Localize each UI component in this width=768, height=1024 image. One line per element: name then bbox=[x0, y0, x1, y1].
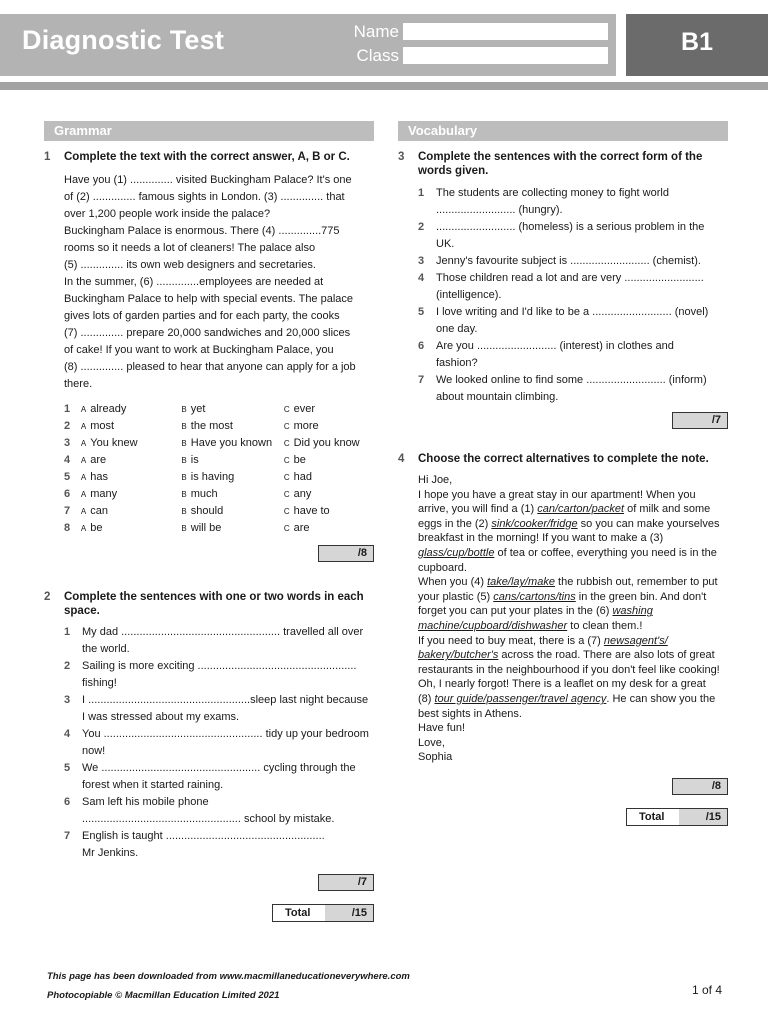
item-number: 7 bbox=[64, 830, 71, 842]
option-letter: A bbox=[80, 490, 87, 499]
total-box[interactable] bbox=[626, 808, 728, 826]
item-number: 4 bbox=[418, 272, 425, 284]
option-a[interactable] bbox=[81, 486, 182, 503]
note-greeting: Hi Joe, bbox=[418, 474, 453, 486]
gap-5-choices[interactable]: cans/cartons/tins bbox=[493, 590, 576, 603]
option-b[interactable] bbox=[181, 520, 283, 537]
option-a[interactable] bbox=[81, 435, 182, 452]
option-c[interactable] bbox=[284, 486, 374, 503]
item-line-1: I .....................................................sleep last night because bbox=[82, 694, 369, 706]
text-line: of (2) .............. famous sights in London. (3) .............. that bbox=[64, 191, 345, 203]
score-box[interactable]: /7 bbox=[318, 874, 374, 891]
option-letter: A bbox=[80, 524, 87, 533]
option-text: You knew bbox=[90, 437, 138, 449]
option-letter: C bbox=[283, 456, 290, 465]
option-text: are bbox=[293, 522, 310, 534]
question-number: 2 bbox=[44, 591, 51, 603]
item-number: 1 bbox=[418, 187, 425, 199]
item-line-1: Those children read a lot and are very .......................... bbox=[436, 272, 704, 284]
item-number: 7 bbox=[418, 374, 425, 386]
grammar-total-row bbox=[44, 904, 374, 922]
option-b[interactable] bbox=[181, 486, 283, 503]
option-text: ever bbox=[293, 403, 315, 415]
question-4-score-row bbox=[398, 778, 728, 795]
option-text: Have you known bbox=[190, 437, 273, 449]
item-line-2: the world. bbox=[82, 643, 130, 655]
item-text bbox=[436, 219, 704, 253]
list-item bbox=[64, 726, 374, 760]
total-value: /15 bbox=[679, 809, 727, 825]
option-text: is having bbox=[190, 471, 235, 483]
page-title: Diagnostic Test bbox=[22, 25, 225, 55]
name-label: Name bbox=[353, 22, 399, 41]
note-closing-1: Have fun! bbox=[418, 722, 466, 735]
list-item bbox=[64, 658, 374, 692]
question-1-text bbox=[44, 172, 374, 393]
item-text bbox=[436, 253, 701, 270]
option-letter: C bbox=[283, 524, 290, 533]
level-panel bbox=[626, 14, 768, 76]
header-rule bbox=[0, 82, 768, 90]
list-item bbox=[64, 692, 374, 726]
option-row bbox=[64, 418, 374, 435]
item-text bbox=[82, 692, 368, 726]
option-letter: B bbox=[181, 490, 187, 499]
note-paragraph-2: When you (4) take/lay/make the rubbish out, remember to put your plastic (5) cans/cartons/tins in the green bin. And don't forget you can put your plates in the (6) washing machine/cupboard/dishwasher to clean them.! bbox=[418, 576, 718, 632]
text-line: Buckingham Palace is enormous. There (4) ..............775 bbox=[64, 225, 340, 237]
gap-7-choices[interactable]: newsagent's/ bakery/butcher's bbox=[418, 634, 668, 662]
option-letter: A bbox=[80, 507, 87, 516]
option-text: any bbox=[293, 488, 312, 500]
item-text bbox=[82, 624, 363, 658]
item-text bbox=[82, 726, 369, 760]
question-instruction: Complete the sentences with one or two words in each space. bbox=[64, 591, 364, 617]
option-number: 7 bbox=[64, 505, 71, 517]
item-line-2: one day. bbox=[436, 323, 478, 335]
vocabulary-total-row bbox=[398, 808, 728, 826]
text-line: Buckingham Palace to help with special events. The palace bbox=[64, 293, 354, 305]
option-text: yet bbox=[190, 403, 206, 415]
list-item bbox=[64, 828, 374, 862]
item-text bbox=[436, 372, 707, 406]
option-text: had bbox=[293, 471, 312, 483]
option-c[interactable] bbox=[284, 435, 374, 452]
item-line-2: .................................................... school by mistake. bbox=[82, 813, 335, 825]
list-item bbox=[418, 253, 728, 270]
list-item bbox=[64, 624, 374, 658]
item-number: 6 bbox=[64, 796, 71, 808]
option-b[interactable] bbox=[181, 418, 283, 435]
item-line-2: I was stressed about my exams. bbox=[82, 711, 240, 723]
option-b[interactable] bbox=[181, 452, 283, 469]
question-instruction: Choose the correct alternatives to complete the note. bbox=[418, 453, 709, 465]
option-number: 5 bbox=[64, 471, 71, 483]
vocabulary-section-title: Vocabulary bbox=[398, 121, 728, 141]
item-text bbox=[436, 304, 708, 338]
total-label: Total bbox=[627, 809, 679, 825]
item-line-1: English is taught .................................................... bbox=[82, 830, 325, 842]
option-letter: A bbox=[80, 439, 87, 448]
option-letter: C bbox=[283, 507, 290, 516]
question-number: 1 bbox=[44, 151, 51, 163]
total-label: Total bbox=[273, 905, 325, 921]
class-label: Class bbox=[356, 46, 399, 65]
item-line-1: Sam left his mobile phone bbox=[82, 796, 209, 808]
option-a[interactable] bbox=[81, 418, 182, 435]
gap-6-choices[interactable]: washing machine/cupboard/dishwasher bbox=[418, 605, 653, 632]
option-text: the most bbox=[190, 420, 233, 432]
question-1-heading bbox=[44, 150, 374, 164]
option-letter: B bbox=[181, 524, 187, 533]
option-number: 2 bbox=[64, 420, 71, 432]
item-number: 2 bbox=[64, 660, 71, 672]
option-a[interactable] bbox=[81, 520, 182, 537]
item-line-2: now! bbox=[82, 745, 106, 757]
question-2-items bbox=[64, 624, 374, 862]
option-c[interactable] bbox=[284, 469, 374, 486]
grammar-column bbox=[44, 121, 374, 922]
option-text: most bbox=[90, 420, 115, 432]
item-line-2: forest when it started raining. bbox=[82, 779, 224, 791]
item-line-1: Sailing is more exciting .................................................... bbox=[82, 660, 357, 672]
option-text: will be bbox=[190, 522, 222, 534]
question-2-heading bbox=[44, 590, 374, 618]
item-text bbox=[82, 760, 356, 794]
gap-1-choices[interactable]: can/carton/packet bbox=[537, 503, 625, 516]
item-text bbox=[82, 794, 334, 828]
option-text: are bbox=[90, 454, 107, 466]
level-badge: B1 bbox=[681, 28, 713, 56]
gap-8-choices[interactable]: tour guide/passenger/travel agency bbox=[434, 692, 607, 705]
item-line-1: Are you .......................... (interest) in clothes and bbox=[436, 340, 674, 352]
text-line: gives lots of garden parties and for each party, the cooks bbox=[64, 310, 340, 322]
text-line: Have you (1) .............. visited Buckingham Palace? It's one bbox=[64, 174, 352, 186]
option-text: Did you know bbox=[293, 437, 360, 449]
option-text: is bbox=[190, 454, 199, 466]
question-1-options bbox=[64, 401, 374, 537]
option-c[interactable] bbox=[284, 418, 374, 435]
option-text: many bbox=[90, 488, 118, 500]
item-line-2: fashion? bbox=[436, 357, 478, 369]
option-letter: B bbox=[181, 473, 187, 482]
option-text: have to bbox=[293, 505, 330, 517]
question-2-score-row bbox=[44, 874, 374, 891]
option-letter: C bbox=[283, 439, 290, 448]
note-text bbox=[398, 473, 728, 765]
option-c[interactable] bbox=[284, 452, 374, 469]
student-info-panel bbox=[333, 14, 616, 76]
option-row bbox=[64, 452, 374, 469]
option-row bbox=[64, 469, 374, 486]
item-line-1: .......................... (homeless) is a serious problem in the bbox=[436, 221, 705, 233]
text-line: (5) .............. its own web designers and secretaries. bbox=[64, 259, 316, 271]
option-letter: A bbox=[80, 473, 87, 482]
item-line-2: UK. bbox=[436, 238, 455, 250]
item-line-2: fishing! bbox=[82, 677, 117, 689]
list-item bbox=[64, 760, 374, 794]
option-b[interactable] bbox=[181, 469, 283, 486]
grammar-section-title: Grammar bbox=[44, 121, 374, 141]
item-text bbox=[82, 658, 356, 692]
option-row bbox=[64, 520, 374, 537]
text-line: In the summer, (6) ..............employees are needed at bbox=[64, 276, 324, 288]
note-paragraph-1: I hope you have a great stay in our apartment! When you arrive, you will find a (1) can/carton/packet of milk and some eggs in the (2) sink/cooker/fridge so you can make yourselves breakfast in the morning! If you want to make a (3) glass/cup/bottle of tea or coffee, everything you need is in the cupboard. bbox=[418, 488, 720, 574]
score-box[interactable]: /8 bbox=[318, 545, 374, 562]
option-letter: B bbox=[181, 507, 187, 516]
option-text: can bbox=[90, 505, 108, 517]
item-line-2: Mr Jenkins. bbox=[82, 847, 139, 859]
score-box[interactable]: /7 bbox=[672, 412, 728, 429]
item-line-2: .......................... (hungry). bbox=[436, 204, 563, 216]
total-box[interactable] bbox=[272, 904, 374, 922]
option-number: 6 bbox=[64, 488, 71, 500]
item-number: 5 bbox=[418, 306, 425, 318]
option-letter: B bbox=[181, 422, 187, 431]
item-line-1: We looked online to find some .......................... (inform) bbox=[436, 374, 707, 386]
item-text bbox=[436, 338, 674, 372]
option-letter: A bbox=[80, 405, 87, 414]
item-line-1: My dad .................................................... travelled all over bbox=[82, 626, 364, 638]
item-line-1: Jenny's favourite subject is .......................... (chemist). bbox=[436, 255, 701, 267]
item-number: 6 bbox=[418, 340, 425, 352]
option-letter: B bbox=[181, 405, 187, 414]
option-letter: C bbox=[283, 473, 290, 482]
text-line: (8) .............. pleased to hear that anyone can apply for a job bbox=[64, 361, 356, 373]
copyright-note: Photocopiable © Macmillan Education Limited 2021 bbox=[47, 990, 280, 1001]
page-number: 1 of 4 bbox=[691, 983, 722, 997]
option-letter: C bbox=[283, 490, 290, 499]
option-row bbox=[64, 401, 374, 418]
option-letter: C bbox=[283, 422, 290, 431]
option-text: should bbox=[190, 505, 224, 517]
list-item bbox=[64, 794, 374, 828]
item-number: 3 bbox=[64, 694, 71, 706]
option-b[interactable] bbox=[181, 503, 283, 520]
item-line-2: about mountain climbing. bbox=[436, 391, 559, 403]
item-number: 3 bbox=[418, 255, 425, 267]
item-number: 4 bbox=[64, 728, 71, 740]
gap-3-choices[interactable]: glass/cup/bottle bbox=[418, 546, 495, 559]
text-line: of cake! If you want to work at Buckingham Palace, you bbox=[64, 344, 334, 356]
option-c[interactable] bbox=[284, 503, 374, 520]
text-line: over 1,200 people work inside the palace? bbox=[64, 208, 271, 220]
option-number: 3 bbox=[64, 437, 71, 449]
option-a[interactable] bbox=[81, 503, 182, 520]
item-text bbox=[82, 828, 325, 862]
question-3-items bbox=[418, 185, 728, 406]
list-item bbox=[418, 338, 728, 372]
gap-2-choices[interactable]: sink/cooker/fridge bbox=[491, 517, 578, 530]
question-number: 4 bbox=[398, 453, 405, 465]
option-b[interactable] bbox=[181, 435, 283, 452]
option-number: 4 bbox=[64, 454, 71, 466]
score-box[interactable]: /8 bbox=[672, 778, 728, 795]
list-item bbox=[418, 185, 728, 219]
item-number: 5 bbox=[64, 762, 71, 774]
option-c[interactable] bbox=[284, 520, 374, 537]
option-letter: C bbox=[283, 405, 290, 414]
question-1-score-row bbox=[44, 545, 374, 562]
list-item bbox=[418, 219, 728, 253]
item-number: 2 bbox=[418, 221, 425, 233]
question-3-score-row bbox=[398, 412, 728, 429]
option-a[interactable] bbox=[81, 401, 182, 418]
name-field[interactable] bbox=[403, 23, 608, 40]
option-text: has bbox=[90, 471, 108, 483]
note-paragraph-4: Oh, I nearly forgot! There is a leaflet on my desk for a great (8) tour guide/passenger/travel agency. He can show you the best sights in Athens. bbox=[418, 678, 716, 720]
class-field[interactable] bbox=[403, 47, 608, 64]
option-row bbox=[64, 503, 374, 520]
item-number: 1 bbox=[64, 626, 71, 638]
item-line-1: The students are collecting money to fight world bbox=[436, 187, 669, 199]
note-paragraph-3: If you need to buy meat, there is a (7) newsagent's/ bakery/butcher's across the road. There are also lots of great restaurants in the neighbourhood if you don't feel like cooking! bbox=[418, 634, 720, 676]
option-row bbox=[64, 435, 374, 452]
list-item bbox=[418, 304, 728, 338]
note-closing-2: Love, bbox=[418, 736, 445, 749]
question-4-heading bbox=[398, 452, 728, 466]
option-number: 1 bbox=[64, 403, 71, 415]
option-text: much bbox=[190, 488, 218, 500]
page-header bbox=[0, 14, 768, 76]
question-instruction: Complete the sentences with the correct form of the words given. bbox=[418, 151, 703, 177]
item-line-1: We .................................................... cycling through the bbox=[82, 762, 356, 774]
option-letter: B bbox=[181, 456, 187, 465]
option-text: more bbox=[293, 420, 319, 432]
item-line-2: (intelligence). bbox=[436, 289, 502, 301]
option-a[interactable] bbox=[81, 452, 182, 469]
text-line: rooms so it needs a lot of cleaners! The palace also bbox=[64, 242, 316, 254]
item-text bbox=[436, 270, 704, 304]
note-signature: Sophia bbox=[418, 751, 453, 764]
total-value: /15 bbox=[325, 905, 373, 921]
item-line-1: You .................................................... tidy up your bedroom bbox=[82, 728, 369, 740]
option-text: already bbox=[90, 403, 127, 415]
question-3-heading bbox=[398, 150, 728, 178]
item-text bbox=[436, 185, 669, 219]
option-text: be bbox=[293, 454, 306, 466]
option-number: 8 bbox=[64, 522, 71, 534]
option-b[interactable] bbox=[181, 401, 283, 418]
download-note: This page has been downloaded from www.macmillaneducationeverywhere.com bbox=[47, 971, 410, 982]
option-letter: A bbox=[80, 456, 87, 465]
question-instruction: Complete the text with the correct answer, A, B or C. bbox=[64, 151, 350, 163]
title-panel bbox=[0, 14, 333, 76]
gap-4-choices[interactable]: take/lay/make bbox=[487, 576, 555, 589]
option-letter: B bbox=[181, 439, 187, 448]
option-row bbox=[64, 486, 374, 503]
option-letter: A bbox=[80, 422, 87, 431]
list-item bbox=[418, 372, 728, 406]
option-c[interactable] bbox=[284, 401, 374, 418]
text-line: there. bbox=[64, 378, 93, 390]
question-number: 3 bbox=[398, 151, 405, 163]
text-line: (7) .............. prepare 20,000 sandwiches and 20,000 slices bbox=[64, 327, 351, 339]
option-text: be bbox=[90, 522, 103, 534]
list-item bbox=[418, 270, 728, 304]
item-line-1: I love writing and I'd like to be a .......................... (novel) bbox=[436, 306, 709, 318]
option-a[interactable] bbox=[81, 469, 182, 486]
vocabulary-column bbox=[398, 121, 728, 826]
